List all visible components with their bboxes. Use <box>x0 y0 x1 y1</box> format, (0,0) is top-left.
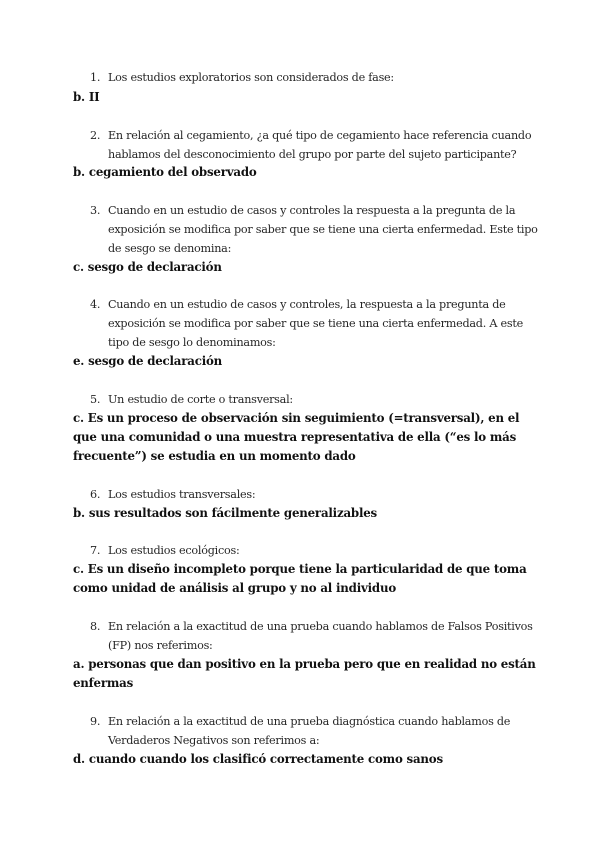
question-8 <box>90 617 540 655</box>
question-number: 1. <box>90 71 101 84</box>
question-text: Cuando en un estudio de casos y controles, la respuesta a la pregunta de exposición se modifica por saber que se tiene una cierta enfermedad. A este tipo de sesgo lo denominamos: <box>108 298 523 349</box>
question-number: 5. <box>90 393 101 406</box>
question-9 <box>90 712 540 750</box>
answer-1: b. II <box>73 90 100 104</box>
answer-9: d. cuando cuando los clasificó correctamente como sanos <box>73 752 443 766</box>
question-6 <box>90 485 540 504</box>
question-number: 2. <box>90 129 101 142</box>
question-text: En relación al cegamiento, ¿a qué tipo de cegamiento hace referencia cuando hablamos del desconocimiento del grupo por parte del sujeto participante? <box>108 129 532 161</box>
answer-5: c. Es un proceso de observación sin seguimiento (=transversal), en el que una comunidad o una muestra representativa de ella (“es lo más frecuente”) se estudia en un momento dado <box>73 411 520 463</box>
question-number: 9. <box>90 715 101 728</box>
answer-6: b. sus resultados son fácilmente generalizables <box>73 506 377 520</box>
answer-3: c. sesgo de declaración <box>73 260 222 274</box>
question-text: Los estudios exploratorios son considerados de fase: <box>108 71 394 84</box>
answer-7: c. Es un diseño incompleto porque tiene la particularidad de que toma como unidad de análisis al grupo y no al individuo <box>73 562 527 595</box>
question-number: 4. <box>90 298 101 311</box>
question-text: Un estudio de corte o transversal: <box>108 393 293 406</box>
question-5 <box>90 390 540 409</box>
question-1 <box>90 68 540 87</box>
question-number: 6. <box>90 488 101 501</box>
question-3 <box>90 201 540 258</box>
question-number: 7. <box>90 544 101 557</box>
question-text: En relación a la exactitud de una prueba diagnóstica cuando hablamos de Verdaderos Negativos son referimos a: <box>108 715 511 747</box>
question-7 <box>90 541 540 560</box>
question-number: 8. <box>90 620 101 633</box>
question-text: En relación a la exactitud de una prueba cuando hablamos de Falsos Positivos (FP) nos referimos: <box>108 620 533 652</box>
answer-4: e. sesgo de declaración <box>73 354 223 368</box>
question-number: 3. <box>90 204 101 217</box>
question-text: Cuando en un estudio de casos y controles la respuesta a la pregunta de la exposición se modifica por saber que se tiene una cierta enfermedad. Este tipo de sesgo se denomina: <box>108 204 538 255</box>
question-text: Los estudios ecológicos: <box>108 544 240 557</box>
question-2 <box>90 126 540 164</box>
answer-2: b. cegamiento del observado <box>73 165 257 179</box>
answer-8: a. personas que dan positivo en la prueba pero que en realidad no están enfermas <box>73 657 536 690</box>
question-4 <box>90 295 540 352</box>
question-text: Los estudios transversales: <box>108 488 256 501</box>
